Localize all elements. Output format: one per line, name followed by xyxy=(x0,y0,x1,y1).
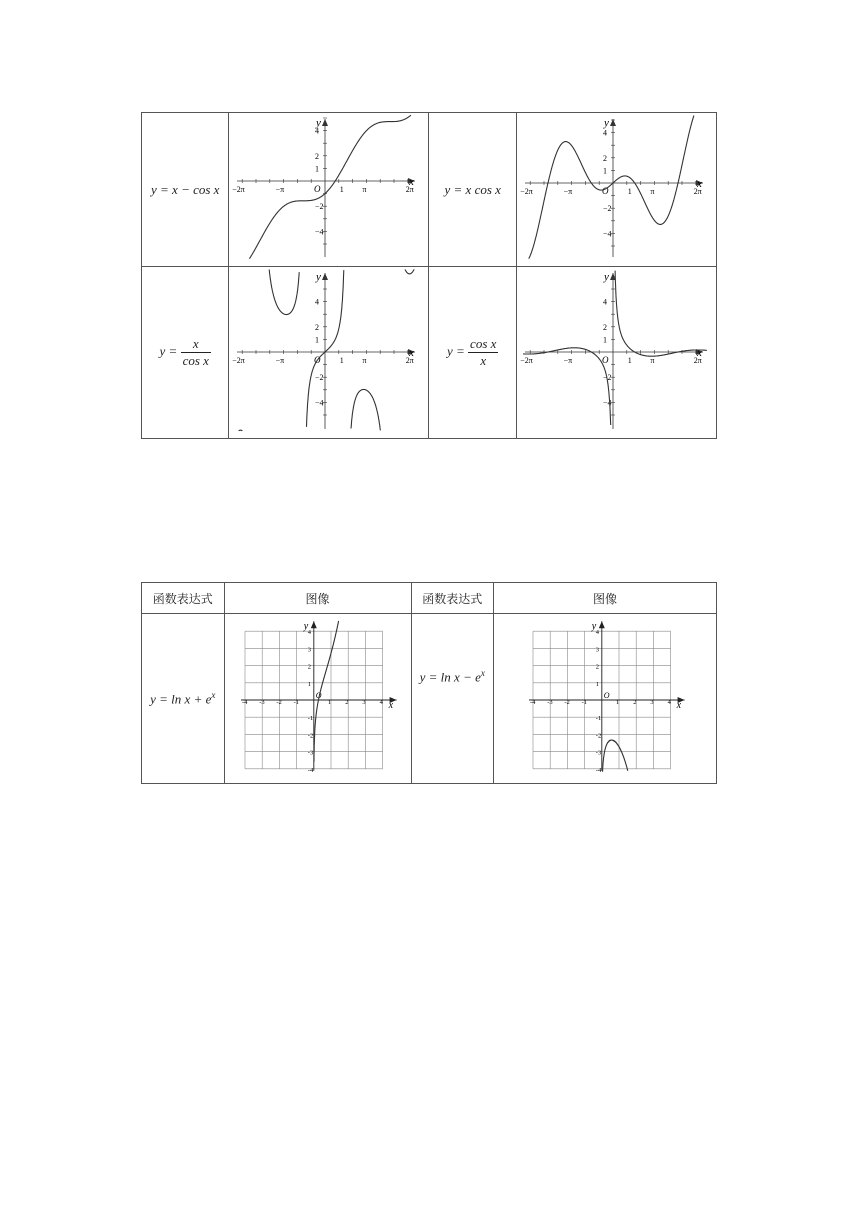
graph-cell xyxy=(516,267,716,439)
y-tick-label: 1 xyxy=(602,166,607,176)
graph-cell xyxy=(224,614,411,784)
formula-text: y = ln x − e xyxy=(419,669,481,685)
y-axis-label: y xyxy=(591,621,597,633)
y-axis-label: y xyxy=(603,271,609,283)
y-axis-label: y xyxy=(603,117,609,129)
y-tick-label: 2 xyxy=(315,322,320,332)
graph-cos-x-over-x xyxy=(517,267,715,433)
y-axis-arrow xyxy=(599,621,605,628)
graph-cell xyxy=(516,113,716,267)
series-line xyxy=(270,270,300,315)
formula-superscript: x xyxy=(480,668,485,678)
header-cell: 图像 xyxy=(224,583,411,614)
series-line xyxy=(615,271,707,357)
formula-cell xyxy=(429,267,516,439)
formula-superscript: x xyxy=(211,689,216,700)
series-line xyxy=(250,115,411,259)
y-tick-label: -3 xyxy=(307,749,313,757)
y-tick-label: 2 xyxy=(602,153,607,163)
x-tick-label: π xyxy=(650,356,655,365)
y-tick-label: 2 xyxy=(307,663,311,671)
x-tick-label: π xyxy=(362,356,367,365)
x-axis-label: x xyxy=(409,176,415,188)
x-tick-label: 2π xyxy=(693,356,702,365)
y-tick-label: −2 xyxy=(602,373,612,383)
formula-cell xyxy=(429,113,516,267)
x-tick-label: 2π xyxy=(406,185,415,194)
x-tick-label: −2π xyxy=(520,187,533,196)
formula-text: y = x cos x xyxy=(444,181,501,197)
y-tick-label: -1 xyxy=(307,715,313,723)
y-tick-label: 1 xyxy=(315,164,320,174)
y-axis-label: y xyxy=(316,117,322,129)
formula-prefix: y = xyxy=(159,343,178,359)
x-tick-label: 3 xyxy=(650,699,654,706)
fraction xyxy=(181,336,211,369)
formula-prefix: y = xyxy=(447,343,465,359)
formula-cell xyxy=(142,267,229,439)
y-tick-label: 3 xyxy=(595,646,600,654)
function-graph-table-2 xyxy=(141,582,717,784)
x-axis-label: x xyxy=(676,700,682,711)
x-tick-label: −2π xyxy=(520,356,533,365)
formula-text: y = ln x + e xyxy=(150,691,212,707)
y-axis-arrow xyxy=(322,273,328,280)
y-tick-label: 2 xyxy=(315,151,320,161)
x-tick-label: −π xyxy=(276,356,285,365)
graph-ln-x-plus-e-x xyxy=(225,614,411,778)
y-tick-label: 1 xyxy=(315,335,320,345)
header-cell: 图像 xyxy=(494,583,717,614)
x-tick-label: -2 xyxy=(275,699,282,706)
x-tick-label: -1 xyxy=(581,699,588,706)
header-cell: 函数表达式 xyxy=(142,583,225,614)
origin-label: O xyxy=(314,184,321,194)
y-tick-label: −4 xyxy=(315,227,324,237)
y-tick-label: -4 xyxy=(595,766,602,774)
table-row xyxy=(142,267,717,439)
x-tick-label: π xyxy=(362,185,367,194)
function-graph-table-1 xyxy=(141,112,717,439)
y-axis-arrow xyxy=(322,119,328,126)
graph-x-over-cos-x xyxy=(229,267,427,433)
graph-ln-x-minus-e-x xyxy=(494,614,716,778)
x-tick-label: −π xyxy=(563,187,573,196)
x-axis-label: x xyxy=(696,347,702,359)
origin-label: O xyxy=(601,186,609,196)
y-tick-label: -2 xyxy=(307,732,313,740)
x-tick-label: −2π xyxy=(232,185,246,194)
y-tick-label: 2 xyxy=(595,663,600,671)
x-axis-label: x xyxy=(409,347,415,359)
fraction-denominator: cos x xyxy=(182,353,209,368)
y-axis-label: y xyxy=(316,271,322,283)
x-tick-label: 1 xyxy=(616,699,620,706)
y-tick-label: 4 xyxy=(602,297,607,307)
x-tick-label: −π xyxy=(563,356,573,365)
y-tick-label: -2 xyxy=(595,732,602,740)
header-cell: 函数表达式 xyxy=(411,583,494,614)
x-tick-label: 2 xyxy=(344,699,348,706)
x-tick-label: −π xyxy=(276,185,285,194)
y-tick-label: −4 xyxy=(602,229,612,239)
y-tick-label: 4 xyxy=(307,629,311,637)
formula-text: y = x − cos x xyxy=(151,181,220,197)
x-tick-label: 4 xyxy=(667,699,671,706)
fraction-numerator: x xyxy=(181,336,211,353)
origin-label: O xyxy=(601,355,609,365)
y-tick-label: 4 xyxy=(602,128,607,138)
y-axis-label: y xyxy=(303,621,308,633)
formula-cell xyxy=(142,614,225,784)
series-line xyxy=(239,430,243,431)
origin-label: O xyxy=(315,691,322,700)
series-line xyxy=(351,389,380,430)
y-tick-label: -3 xyxy=(595,749,602,757)
x-tick-label: -3 xyxy=(547,699,553,706)
y-tick-label: −4 xyxy=(602,398,612,408)
x-tick-label: 1 xyxy=(627,356,632,365)
table-row xyxy=(142,614,717,784)
y-tick-label: 4 xyxy=(595,629,600,637)
x-tick-label: -4 xyxy=(241,699,247,706)
table-row xyxy=(142,113,717,267)
y-tick-label: 1 xyxy=(595,680,600,688)
x-tick-label: 1 xyxy=(327,699,331,706)
x-tick-label: 2 xyxy=(633,699,637,706)
x-tick-label: 1 xyxy=(340,185,345,194)
x-tick-label: -1 xyxy=(293,699,299,706)
x-tick-label: π xyxy=(650,187,655,196)
graph-cell xyxy=(229,267,429,439)
x-tick-label: -4 xyxy=(530,699,536,706)
y-tick-label: −4 xyxy=(315,398,324,408)
y-tick-label: 4 xyxy=(315,126,320,136)
graph-cell xyxy=(494,614,717,784)
x-tick-label: -2 xyxy=(564,699,570,706)
y-tick-label: -4 xyxy=(307,766,313,774)
x-tick-label: 1 xyxy=(627,187,632,196)
x-tick-label: 1 xyxy=(340,356,345,365)
y-axis-arrow xyxy=(310,621,316,628)
formula-cell xyxy=(411,614,494,784)
fraction xyxy=(468,336,498,369)
fraction-numerator: cos x xyxy=(470,336,497,351)
x-tick-label: 2π xyxy=(406,356,415,365)
y-tick-label: 1 xyxy=(602,335,607,345)
x-axis-label: x xyxy=(388,700,393,711)
series-line xyxy=(405,269,414,274)
x-tick-label: 2π xyxy=(693,187,702,196)
fraction-denominator: x xyxy=(480,353,487,368)
y-tick-label: 2 xyxy=(602,322,607,332)
y-tick-label: 3 xyxy=(307,646,311,654)
y-tick-label: −2 xyxy=(602,204,612,214)
formula-cell xyxy=(142,113,229,267)
y-tick-label: -1 xyxy=(595,715,602,723)
graph-x-minus-cos-x xyxy=(229,113,427,261)
y-tick-label: 1 xyxy=(307,680,311,688)
series-line xyxy=(603,740,628,772)
graph-x-cos-x xyxy=(517,113,715,261)
x-axis-label: x xyxy=(696,178,702,190)
y-tick-label: −2 xyxy=(315,373,324,383)
graph-cell xyxy=(229,113,429,267)
x-tick-label: −2π xyxy=(232,356,246,365)
x-tick-label: 4 xyxy=(379,699,383,706)
y-tick-label: 4 xyxy=(315,297,320,307)
origin-label: O xyxy=(314,355,321,365)
x-tick-label: -3 xyxy=(258,699,265,706)
header-row xyxy=(142,583,717,614)
y-tick-label: −2 xyxy=(315,202,324,212)
origin-label: O xyxy=(603,691,610,700)
x-tick-label: 3 xyxy=(361,699,366,706)
